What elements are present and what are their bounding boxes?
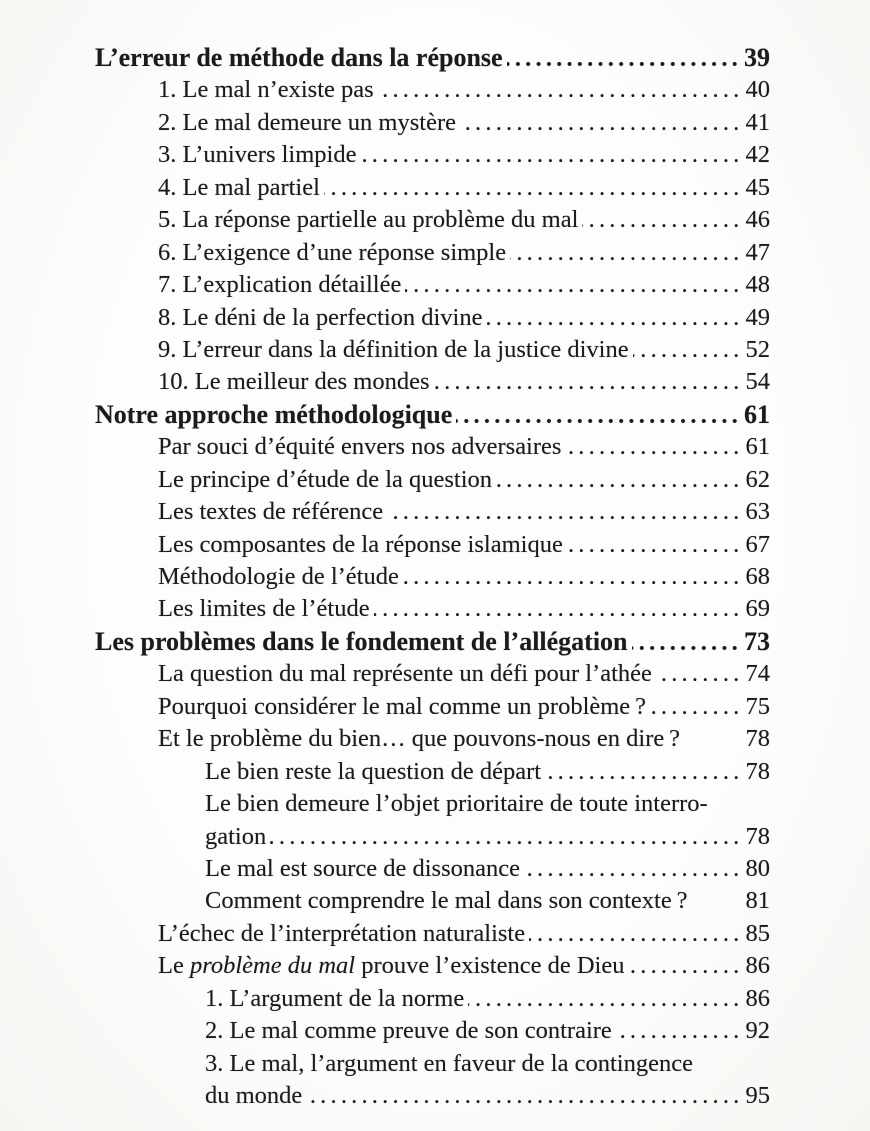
toc-entry-title: 1. Le mal n’existe pas bbox=[158, 76, 374, 104]
toc-entry-title: Méthodologie de l’étude bbox=[158, 563, 399, 590]
toc-entry bbox=[95, 756, 770, 788]
toc-entry bbox=[95, 399, 770, 431]
toc-entry-title: gation bbox=[205, 822, 267, 850]
toc-entry-title: 6. L’exigence d’une réponse simple bbox=[158, 238, 507, 266]
toc-entry bbox=[95, 366, 770, 398]
toc-entry-title: L’échec de l’interprétation naturaliste bbox=[158, 919, 526, 947]
toc-entry bbox=[95, 593, 770, 625]
page-number: 39 bbox=[744, 43, 770, 72]
dot-leader bbox=[650, 691, 744, 723]
page-number: 74 bbox=[745, 660, 770, 688]
toc-entry bbox=[95, 1048, 770, 1080]
toc-entry-title: Notre approche méthodologique bbox=[95, 399, 453, 429]
toc-entry bbox=[95, 464, 770, 496]
toc-entry bbox=[95, 723, 770, 755]
dot-leader bbox=[378, 74, 744, 106]
toc-entry bbox=[95, 431, 770, 463]
toc-list bbox=[95, 42, 770, 1112]
toc-entry bbox=[95, 302, 770, 334]
page-number: 62 bbox=[745, 465, 770, 493]
toc-entry-title: Le principe d’étude de la question bbox=[158, 465, 493, 493]
toc-entry-title: 8. Le déni de la perfection divine bbox=[158, 303, 483, 331]
toc-entry-title: du monde bbox=[205, 1082, 303, 1109]
toc-entry bbox=[95, 691, 770, 723]
toc-entry-title: 9. L’erreur dans la définition de la justice divine bbox=[158, 335, 629, 363]
toc-entry bbox=[95, 237, 770, 269]
page-number: 81 bbox=[745, 887, 770, 915]
page-number: 78 bbox=[745, 822, 770, 850]
toc-entry-title: Par souci d’équité envers nos adversaires bbox=[158, 433, 562, 461]
toc-entry bbox=[95, 496, 770, 528]
toc-entry-title: Et le problème du bien… que pouvons-nous en dire ? bbox=[158, 725, 681, 753]
toc-entry-title: La question du mal représente un défi pour l’athée bbox=[158, 660, 652, 688]
dot-leader bbox=[270, 821, 743, 853]
toc-entry-title: 3. Le mal, l’argument en faveur de la contingence bbox=[205, 1049, 693, 1077]
toc-entry bbox=[95, 950, 770, 982]
page-number: 86 bbox=[745, 984, 770, 1012]
page-number: 92 bbox=[745, 1017, 770, 1045]
dot-leader bbox=[387, 496, 743, 528]
toc-entry-title: 2. Le mal comme preuve de son contraire bbox=[205, 1017, 612, 1045]
dot-leader bbox=[632, 626, 742, 659]
page-number: 42 bbox=[745, 141, 770, 169]
toc-entry-title: Le mal est source de dissonance bbox=[205, 854, 520, 882]
toc-entry bbox=[95, 626, 770, 658]
page-number: 68 bbox=[745, 563, 770, 590]
toc-entry bbox=[95, 529, 770, 561]
dot-leader bbox=[405, 269, 743, 301]
dot-leader bbox=[524, 853, 744, 885]
dot-leader bbox=[507, 42, 742, 75]
page-number: 61 bbox=[745, 433, 770, 461]
dot-leader bbox=[460, 107, 744, 139]
page-number: 47 bbox=[745, 238, 770, 266]
dot-leader bbox=[468, 983, 743, 1015]
toc-entry bbox=[95, 1015, 770, 1047]
dot-leader bbox=[510, 237, 743, 269]
dot-leader bbox=[374, 593, 744, 625]
dot-leader bbox=[324, 172, 744, 204]
toc-entry-title: 7. L’explication détaillée bbox=[158, 271, 402, 299]
page-number: 54 bbox=[745, 368, 770, 396]
page-number: 69 bbox=[745, 595, 770, 623]
toc-entry-title: Les problèmes dans le fondement de l’allégation bbox=[95, 626, 628, 656]
toc-entry bbox=[95, 334, 770, 366]
toc-entry bbox=[95, 788, 770, 820]
page-number: 41 bbox=[745, 108, 770, 136]
dot-leader bbox=[656, 658, 744, 690]
toc-entry bbox=[95, 918, 770, 950]
toc-entry bbox=[95, 853, 770, 885]
page-number: 73 bbox=[744, 626, 770, 656]
page-number: 80 bbox=[745, 854, 770, 882]
page-number: 78 bbox=[745, 757, 770, 785]
page-number: 61 bbox=[744, 399, 770, 429]
toc-entry-title: 1. L’argument de la norme bbox=[205, 984, 465, 1012]
toc-entry bbox=[95, 983, 770, 1015]
dot-leader bbox=[403, 561, 744, 593]
toc-entry-title: 10. Le meilleur des mondes bbox=[158, 368, 430, 396]
page-number: 45 bbox=[745, 173, 770, 201]
dot-leader bbox=[545, 756, 743, 788]
toc-entry-title: Les limites de l’étude bbox=[158, 595, 370, 623]
toc-entry bbox=[95, 204, 770, 236]
toc-entry-title: Les composantes de la réponse islamique bbox=[158, 530, 563, 558]
toc-entry bbox=[95, 658, 770, 690]
dot-leader bbox=[360, 139, 743, 171]
dot-leader bbox=[629, 950, 744, 982]
dot-leader bbox=[496, 464, 743, 496]
toc-entry-title: 4. Le mal partiel bbox=[158, 173, 320, 201]
dot-leader bbox=[487, 302, 744, 334]
page-number: 52 bbox=[745, 335, 770, 363]
page-number: 40 bbox=[745, 76, 770, 104]
page-number: 95 bbox=[745, 1082, 770, 1109]
dot-leader bbox=[433, 366, 743, 398]
page-number: 67 bbox=[745, 530, 770, 558]
toc-entry-title: Le bien demeure l’objet prioritaire de toute interro- bbox=[205, 790, 708, 818]
toc-entry-title: Les textes de référence bbox=[158, 498, 384, 526]
toc-entry-title: Le problème du mal prouve l’existence de Dieu bbox=[158, 952, 625, 980]
toc-entry-title: 3. L’univers limpide bbox=[158, 141, 357, 169]
toc-entry-title: Comment comprendre le mal dans son contexte ? bbox=[205, 887, 688, 915]
page-number: 49 bbox=[745, 303, 770, 331]
toc-entry-title: 2. Le mal demeure un mystère bbox=[158, 108, 456, 136]
toc-entry-title: 5. La réponse partielle au problème du mal bbox=[158, 206, 579, 234]
dot-leader bbox=[582, 204, 743, 236]
toc-entry bbox=[95, 885, 770, 917]
page-number: 85 bbox=[745, 919, 770, 947]
dot-leader bbox=[633, 334, 744, 366]
dot-leader bbox=[456, 399, 742, 432]
dot-leader bbox=[529, 918, 743, 950]
toc-entry bbox=[95, 821, 770, 853]
toc-entry-title: Pourquoi considérer le mal comme un problème ? bbox=[158, 692, 646, 720]
toc-entry bbox=[95, 107, 770, 139]
toc-entry bbox=[95, 139, 770, 171]
dot-leader bbox=[306, 1080, 743, 1112]
toc-entry bbox=[95, 74, 770, 106]
page-number: 86 bbox=[745, 952, 770, 980]
page-number: 75 bbox=[745, 692, 770, 720]
toc-entry bbox=[95, 561, 770, 593]
toc-entry bbox=[95, 269, 770, 301]
dot-leader bbox=[616, 1015, 744, 1047]
page-number: 48 bbox=[745, 271, 770, 299]
page-number: 78 bbox=[745, 725, 770, 753]
toc-entry bbox=[95, 1080, 770, 1112]
toc-entry-title: Le bien reste la question de départ bbox=[205, 757, 542, 785]
toc-entry bbox=[95, 42, 770, 74]
toc-entry bbox=[95, 172, 770, 204]
page-number: 63 bbox=[745, 498, 770, 526]
toc-entry-title: L’erreur de méthode dans la réponse bbox=[95, 43, 503, 72]
dot-leader bbox=[567, 529, 744, 561]
page-number: 46 bbox=[745, 206, 770, 234]
dot-leader bbox=[565, 431, 743, 463]
